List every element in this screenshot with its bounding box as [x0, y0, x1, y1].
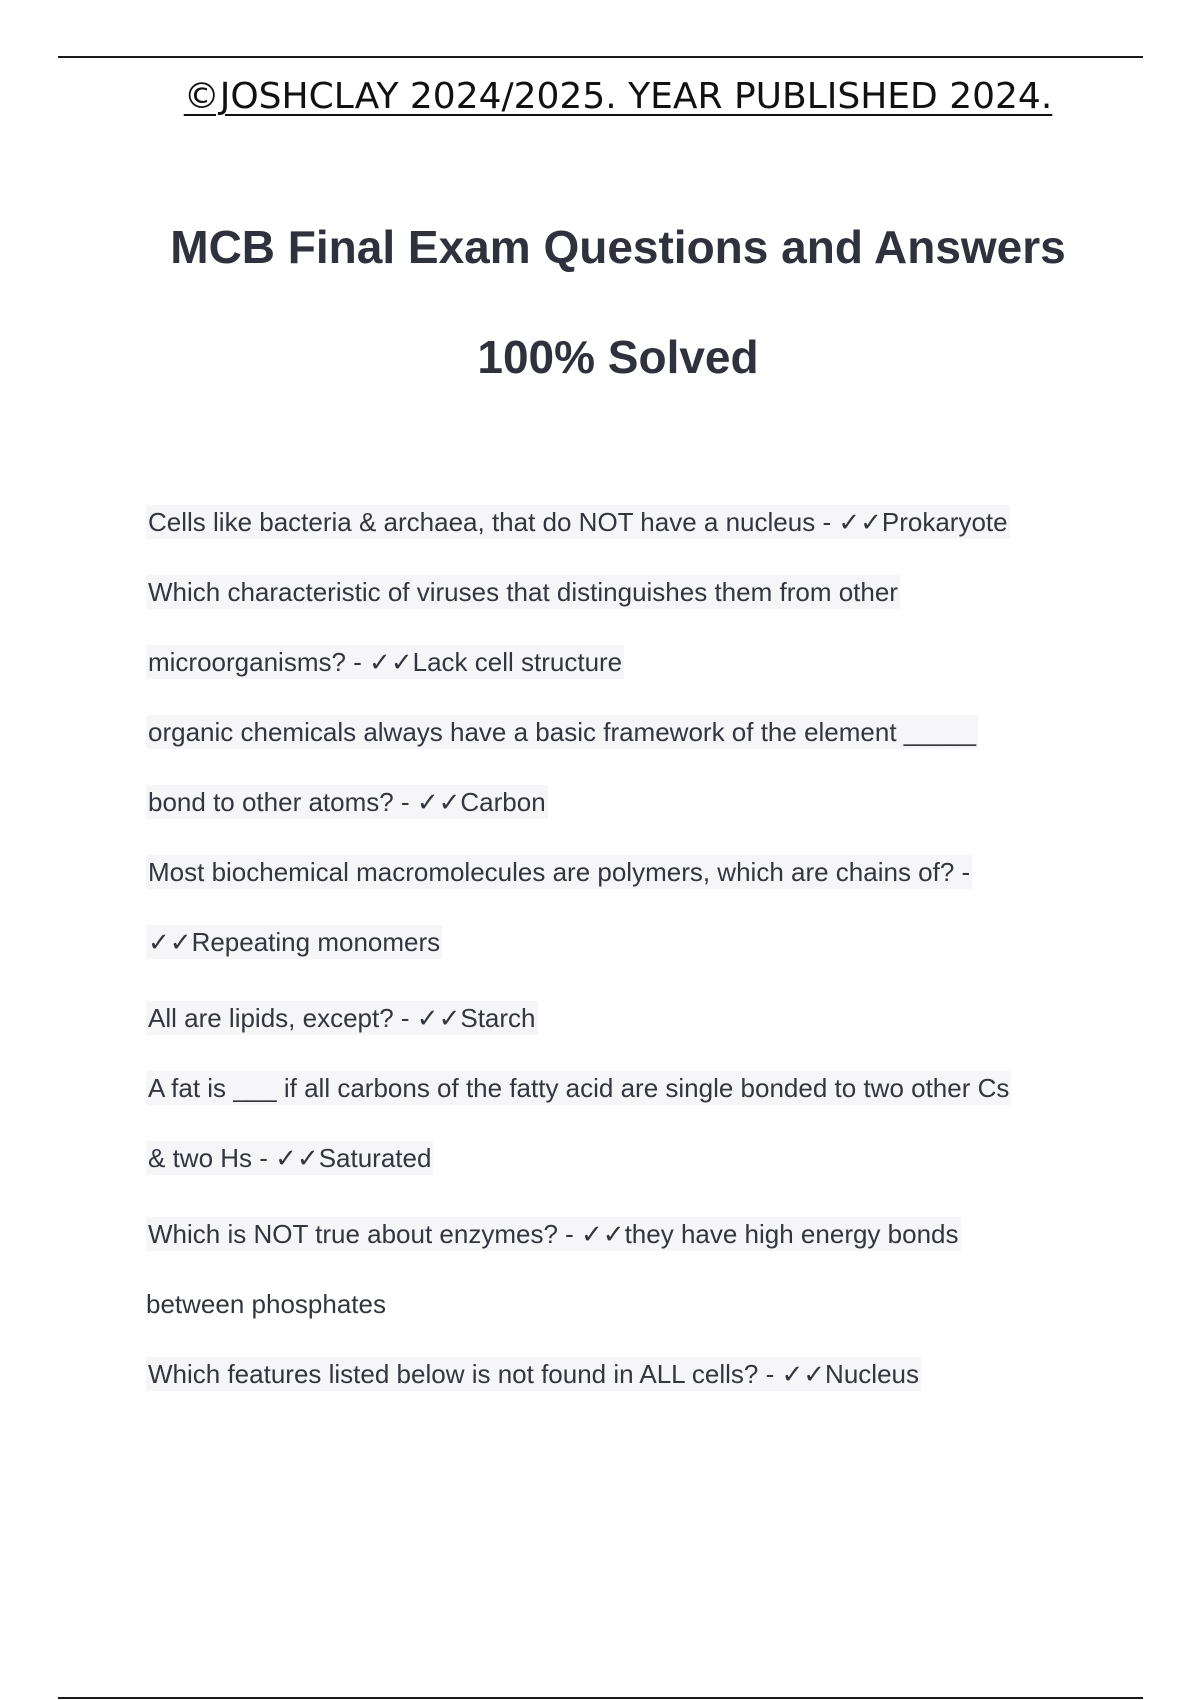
- qa-content: [146, 505, 1106, 1427]
- qa-line: Most biochemical macromolecules are polymers, which are chains of? -: [148, 857, 971, 887]
- bottom-rule: [58, 1697, 1143, 1699]
- top-rule: [58, 56, 1143, 58]
- document-title: MCB Final Exam Questions and Answers: [170, 221, 1066, 273]
- qa-line: bond to other atoms? - ✓✓Carbon: [148, 787, 546, 817]
- qa-line: A fat is ___ if all carbons of the fatty acid are single bonded to two other Cs: [148, 1073, 1010, 1103]
- qa-line: organic chemicals always have a basic framework of the element _____: [148, 717, 977, 747]
- qa-line: All are lipids, except? - ✓✓Starch: [148, 1003, 536, 1033]
- document-subtitle: 100% Solved: [477, 331, 759, 383]
- qa-line: microorganisms? - ✓✓Lack cell structure: [148, 647, 623, 677]
- qa-line: & two Hs - ✓✓Saturated: [148, 1143, 432, 1173]
- qa-line: Which characteristic of viruses that distinguishes them from other: [148, 577, 898, 607]
- qa-line: between phosphates: [146, 1289, 386, 1319]
- qa-line: Which is NOT true about enzymes? - ✓✓they have high energy bonds: [148, 1219, 959, 1249]
- qa-line: Cells like bacteria & archaea, that do NOT have a nucleus - ✓✓Prokaryote: [148, 507, 1008, 537]
- copyright-text: ©JOSHCLAY 2024/2025. YEAR PUBLISHED 2024.: [183, 76, 1053, 117]
- copyright-header: [0, 76, 1200, 117]
- qa-line: ✓✓Repeating monomers: [148, 927, 441, 957]
- qa-line: Which features listed below is not found in ALL cells? - ✓✓Nucleus: [148, 1359, 919, 1389]
